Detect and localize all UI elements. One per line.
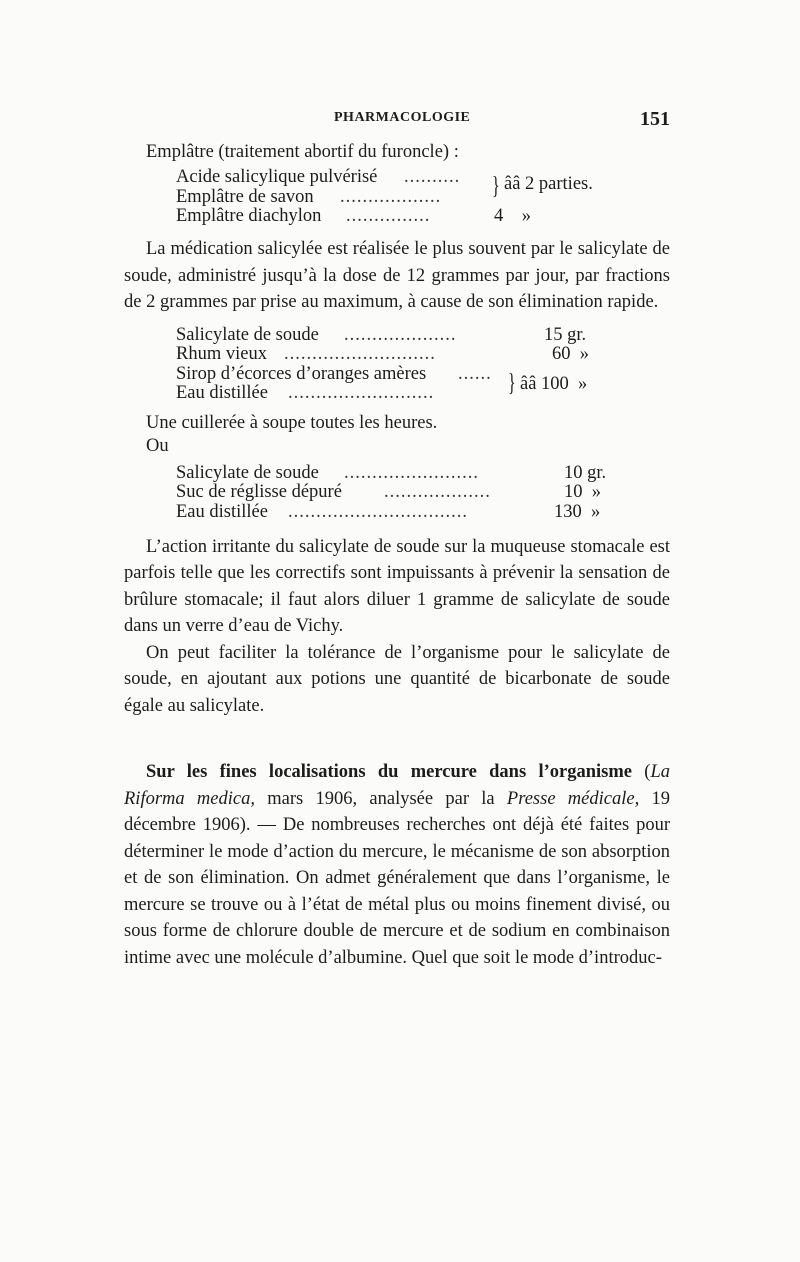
leader-dots: ......	[458, 364, 492, 384]
paragraph: On peut faciliter la tolérance de l’organisme pour le salicylate de soude, en ajoutant aux potions une quantité de bicarbonate de soude égale au salicylate.	[124, 642, 670, 716]
paragraph: L’action irritante du salicylate de soude sur la muqueuse stomacale est parfois telle que les correctifs sont impuissants à prévenir la sensation de brûlure stomacale; il faut alors diluer 1 gramme de salicylate de soude dans un verre d’eau de Vichy.	[124, 536, 670, 636]
ingredient-name: Suc de réglisse dépuré	[176, 482, 342, 502]
brace-quantity: ââ 2 parties.	[504, 174, 593, 194]
leader-dots: ................................	[288, 502, 468, 522]
source-citation: La Riforma medica,	[124, 762, 670, 809]
ingredient-name: Acide salicylique pulvérisé	[176, 167, 378, 187]
recipe-line	[176, 365, 670, 385]
recipe-line	[176, 207, 670, 227]
leader-dots: ..........................	[288, 384, 435, 403]
salicylate-formula-2	[176, 464, 670, 526]
page-header	[124, 108, 670, 138]
recipe-line	[176, 464, 670, 484]
ingredient-name: Eau distillée	[176, 501, 268, 522]
ingredient-name: Emplâtre de savon	[176, 186, 314, 207]
plaster-recipe	[176, 168, 670, 230]
ingredient-quantity: 4 »	[494, 206, 531, 226]
recipe-line	[176, 345, 670, 365]
dosage-instruction: Une cuillerée à soupe toutes les heures.	[146, 412, 438, 433]
salicylate-formula-1	[176, 326, 670, 408]
book-page	[124, 108, 670, 971]
brace-quantity: ââ 100 »	[520, 373, 588, 394]
open-paren: (	[631, 762, 651, 782]
leader-dots: ...........................	[284, 345, 436, 364]
ingredient-quantity: 60 »	[552, 344, 589, 364]
brace: }	[492, 172, 500, 200]
leader-dots: ..........	[404, 168, 461, 187]
ingredient-quantity: 10 gr.	[564, 462, 607, 483]
leader-dots: ...............	[346, 207, 431, 226]
citation-date: 19 décembre 1906). —	[124, 788, 670, 835]
section-heading: Sur les fines localisations du mercure dans l’organisme	[146, 762, 632, 782]
ingredient-name: Emplâtre diachylon	[176, 206, 322, 226]
recipe-line	[176, 188, 670, 208]
recipe-line	[176, 168, 670, 188]
ingredient-name: Sirop d’écorces d’oranges amères	[176, 363, 427, 384]
leader-dots: ........................	[344, 463, 479, 483]
source-citation: Presse médicale,	[506, 788, 640, 809]
alternative-marker: Ou	[146, 435, 169, 456]
leader-dots: ..................	[340, 187, 442, 207]
recipe-line	[176, 326, 670, 346]
section-body: De nombreuses recherches ont déjà été faites pour déterminer le mode d’action du mercure, le mécanisme de son absorption et de son élimination. On admet généralement que dans l’organisme, le mercure se trouve ou à l’état de métal plus ou moins finement divisé, ou sous forme de chlorure double de mercure et de sodium en combinaison intime avec une molécule d’albumine. Quel que soit le mode d’introduc-	[124, 815, 670, 968]
citation-text: mars 1906, analysée par la	[254, 788, 507, 809]
page-number: 151	[640, 108, 670, 130]
brace: }	[508, 369, 516, 397]
section-paragraph	[124, 759, 670, 971]
ingredient-quantity: 10 »	[564, 482, 601, 502]
ingredient-quantity: 130 »	[554, 501, 601, 522]
recipe-line	[176, 483, 670, 503]
leader-dots: ....................	[344, 325, 457, 345]
running-title: PHARMACOLOGIE	[334, 110, 471, 125]
recipe-line	[176, 384, 670, 404]
ingredient-quantity: 15 gr.	[544, 324, 587, 345]
paragraph: La médication salicylée est réalisée le plus souvent par le salicylate de soude, administré jusqu’à la dose de 12 grammes par jour, par fractions de 2 grammes par prise au maximum, à cause de son élimination rapide.	[124, 239, 670, 312]
plaster-recipe-title: Emplâtre (traitement abortif du furoncle) :	[146, 142, 459, 162]
ingredient-name: Rhum vieux	[176, 344, 267, 364]
ingredient-name: Salicylate de soude	[176, 324, 319, 345]
leader-dots: ...................	[384, 483, 491, 502]
recipe-line	[176, 503, 670, 523]
ingredient-name: Eau distillée	[176, 383, 268, 403]
ingredient-name: Salicylate de soude	[176, 462, 319, 483]
